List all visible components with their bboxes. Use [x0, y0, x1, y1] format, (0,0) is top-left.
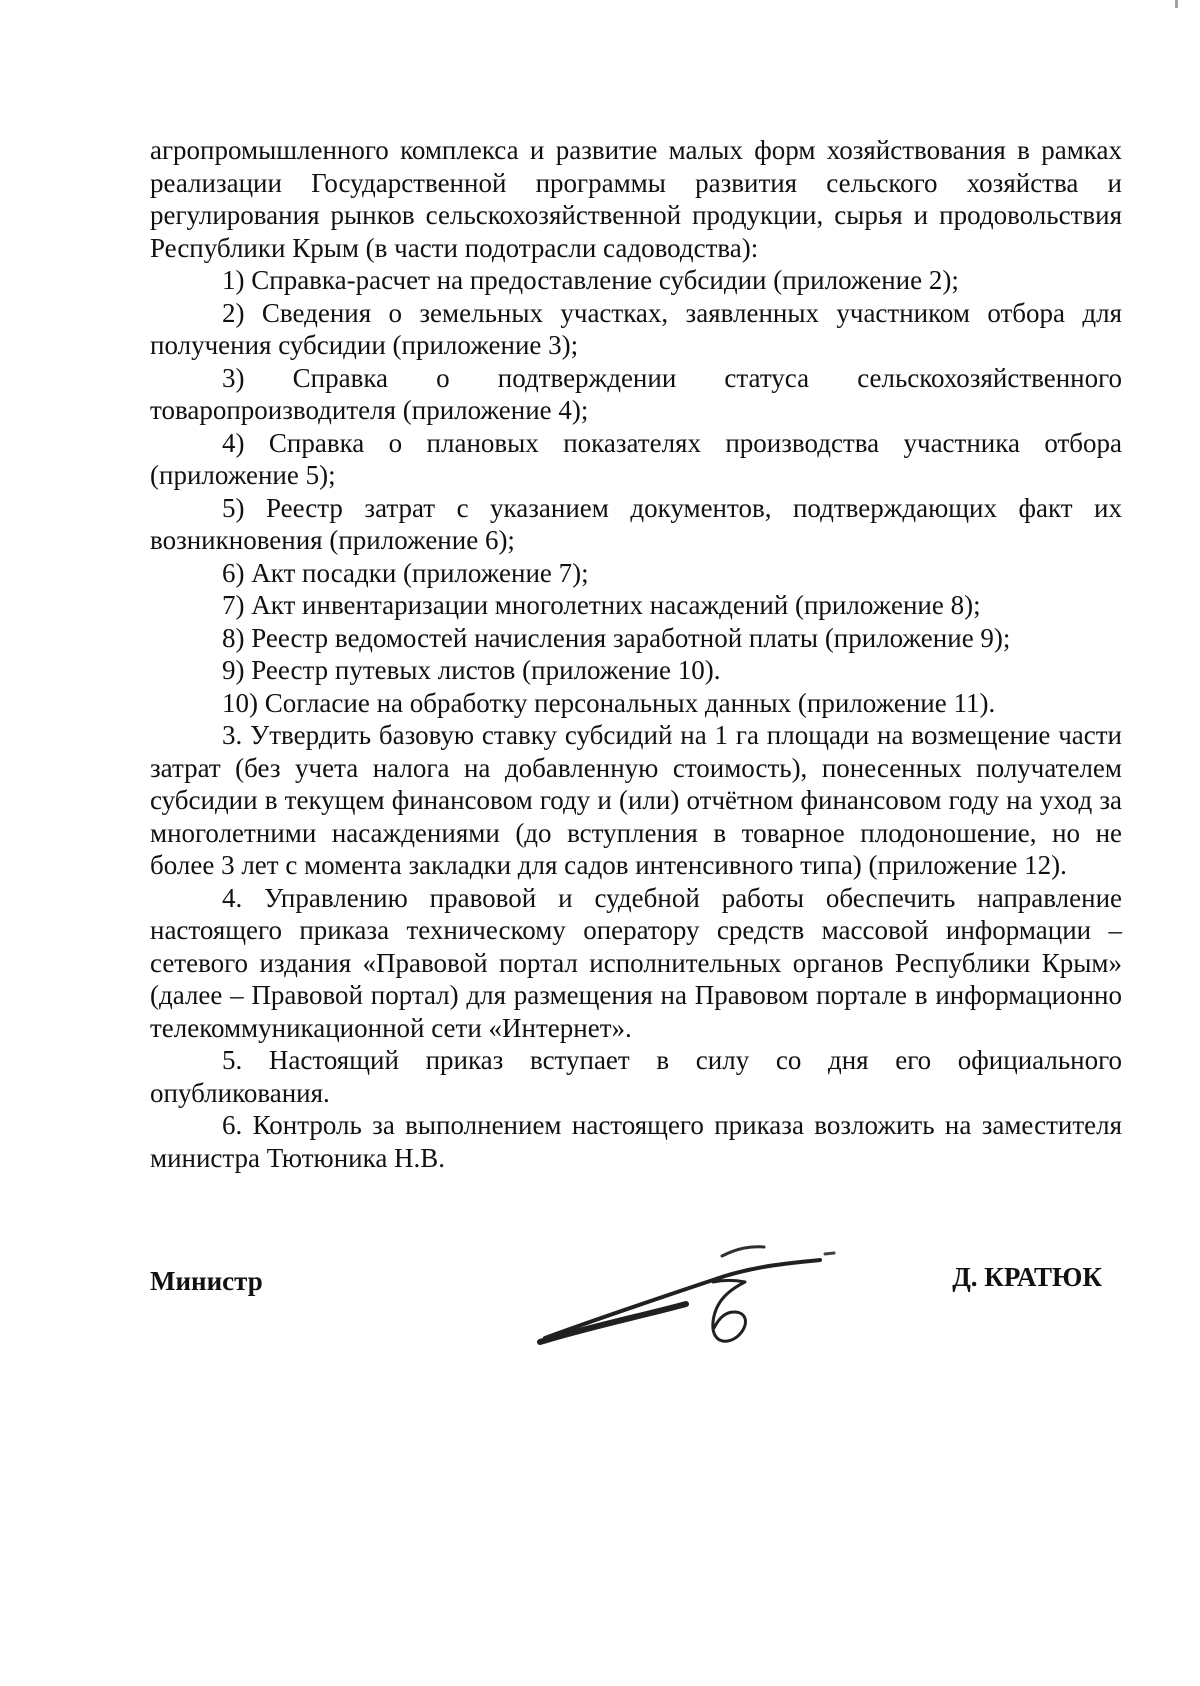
list-item-5: 5) Реестр затрат с указанием документов, подтверждающих факт их возникновения (приложение 6); — [150, 492, 1122, 555]
clause-3: 3. Утвердить базовую ставку субсидий на 1 га площади на возмещение части затрат (без учета налога на добавленную стоимость), понесенных получателем субсидии в текущем финансовом году и (или) отчётном финансовом году на уход за многолетними насаждениями (до вступления в товарное плодоношение, но не более 3 лет с момента закладки для садов интенсивного типа) (приложение 12). — [150, 720, 1122, 880]
list-item-7: 7) Акт инвентаризации многолетних насаждений (приложение 8); — [222, 590, 981, 620]
list-item-9: 9) Реестр путевых листов (приложение 10). — [222, 655, 721, 685]
paragraph-continuation: агропромышленного комплекса и развитие малых форм хозяйствования в рамках реализации Государственной программы развития сельского хозяйства и регулирования рынков сельскохозяйственной продукции, сырья и продовольствия Республики Крым (в части подотрасли садоводства): — [150, 135, 1122, 263]
list-item-4: 4) Справка о плановых показателях производства участника отбора (приложение 5); — [150, 427, 1122, 490]
list-item-8: 8) Реестр ведомостей начисления заработной платы (приложение 9); — [222, 622, 1011, 653]
list-item-6: 6) Акт посадки (приложение 7); — [222, 557, 589, 588]
signature-block — [150, 1252, 1122, 1372]
scan-speck — [1175, 0, 1178, 8]
list-item-1: 1) Справка-расчет на предоставление субсидии (приложение 2); — [222, 265, 959, 295]
document-body — [150, 134, 1122, 1174]
list-item-3: 3) Справка о подтверждении статуса сельскохозяйственного товаропроизводителя (приложение 4); — [150, 362, 1122, 425]
handwritten-signature — [520, 1242, 840, 1362]
clause-4: 4. Управлению правовой и судебной работы обеспечить направление настоящего приказа техническому оператору средств массовой информации – сетевого издания «Правовой портал исполнительных органов Республики Крым» (далее – Правовой портал) для размещения на Правовом портале в информационно телекоммуникационной сети «Интернет». — [150, 882, 1122, 1043]
signer-position: Министр — [150, 1266, 263, 1296]
clause-5: 5. Настоящий приказ вступает в силу со дня его официального опубликования. — [150, 1045, 1122, 1108]
list-item-2: 2) Сведения о земельных участках, заявленных участником отбора для получения субсидии (приложение 3); — [150, 297, 1122, 360]
list-item-10: 10) Согласие на обработку персональных данных (приложение 11). — [222, 687, 996, 718]
signer-name: Д. КРАТЮК — [952, 1262, 1102, 1292]
clause-6: 6. Контроль за выполнением настоящего приказа возложить на заместителя министра Тютюника Н.В. — [150, 1110, 1122, 1173]
